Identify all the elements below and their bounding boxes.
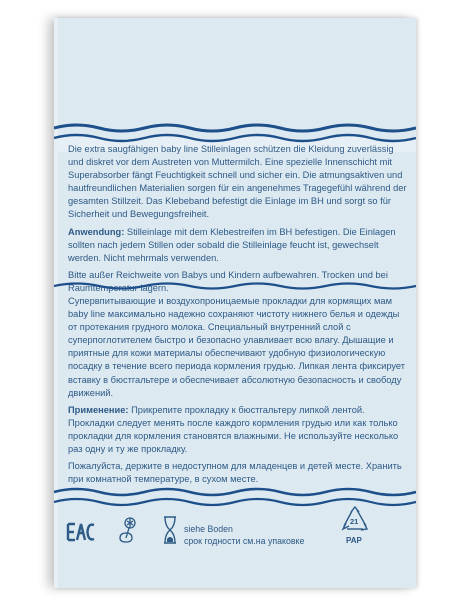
german-paragraph: Die extra saugfähigen baby line Stilleinlagen schützen die Kleidung zuverlässig und diskret vor dem Austreten von Muttermilch. Eine spezielle Innenschicht mit Superabsorber fängt Feuchtigkeit schnell und sicher ein. Die atmungsaktiven und hautfreundlichen Materialien sorgen für ein angenehmes Tragegefühl während der gesamten Stillzeit. Das Klebeband befestigt die Einlage im BH und sorgt so für Sicherheit und Bewegungsfreiheit. bbox=[68, 144, 407, 220]
recycle-code: PAP bbox=[346, 536, 362, 545]
bottle-brush-icon bbox=[116, 516, 140, 544]
expiry-note bbox=[162, 523, 304, 547]
middle-wave-divider bbox=[54, 280, 416, 292]
eac-mark bbox=[66, 522, 96, 542]
russian-description bbox=[68, 295, 408, 490]
russian-usage-text: Прикрепите прокладку к бюстгальтеру липкой лентой. Прокладки следует менять после каждого кормления грудью или как только прокладки для кормления становятся влажными. Не используйте несколько раз одну и ту же прокладку. bbox=[68, 404, 399, 455]
russian-storage: Пожалуйста, держите в недоступном для младенцев и детей месте. Хранить при комнатной температуре, в сухом месте. bbox=[68, 461, 402, 485]
german-storage: Bitte außer Reichweite von Babys und Kindern aufbewahren. Trocken und bei Raumtemperatur lagern. bbox=[68, 269, 388, 293]
russian-usage bbox=[68, 404, 408, 456]
expiry-note-german: siehe Boden bbox=[184, 524, 233, 534]
recycle-number: 21 bbox=[350, 517, 359, 526]
german-usage-label: Anwendung: bbox=[68, 226, 125, 237]
russian-usage-label: Применение: bbox=[68, 404, 129, 415]
package-panel bbox=[54, 18, 416, 588]
russian-paragraph: Супервпитывающие и воздухопроницаемые прокладки для кормящих мам baby line максимально надежно сохраняют чистоту нижнего белья и одежды от протекания грудного молока. Специальный внутренний слой с суперпоглотителем быстро и безопасно улавливает всю влагу. Дышащие и приятные для кожи материалы обеспечивают удобную физиологическую посадку в течение всего периода кормления грудью. Липкая лента фиксирует вставку в бюстгальтере и обеспечивает абсолютную безопасность и свободу движений. bbox=[68, 296, 406, 398]
german-usage bbox=[68, 226, 408, 265]
german-usage-text: Stilleinlage mit dem Klebestreifen im BH befestigen. Die Einlagen sollten nach jedem Stillen oder sobald die Stilleinlage feucht ist, gewechselt werden. Nicht mehrmals verwenden. bbox=[68, 226, 396, 263]
expiry-note-russian: срок годности см.на упаковке bbox=[184, 536, 305, 546]
german-description bbox=[68, 143, 408, 299]
